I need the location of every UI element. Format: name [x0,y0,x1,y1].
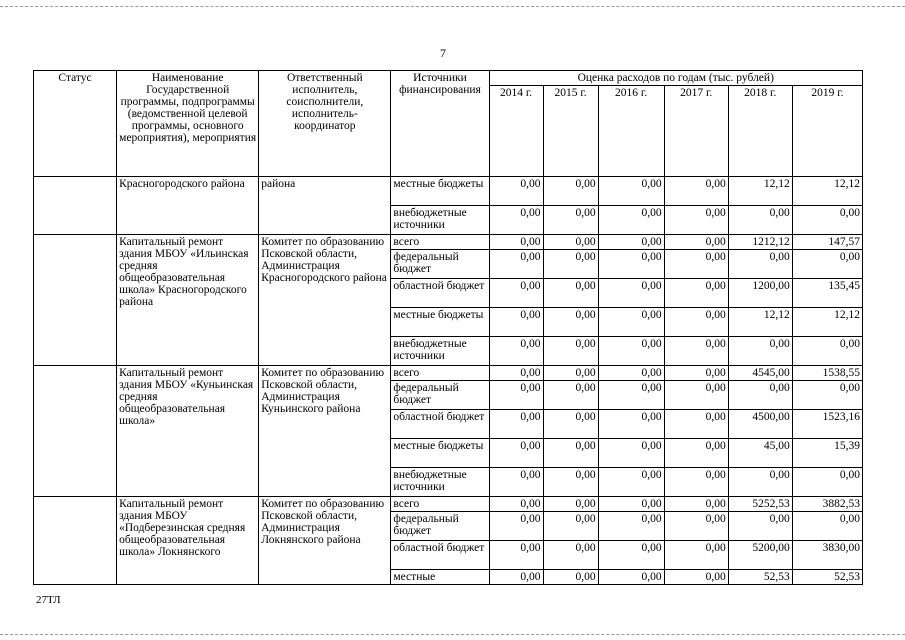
expense-value-cell: 0,00 [543,512,598,541]
expense-value-cell: 0,00 [664,337,728,366]
expense-value-cell: 0,00 [598,381,664,410]
program-name-cell: Капитальный ремонт здания МБОУ «Ильинская средняя общеобразовательная школа» Красногородского района [117,235,259,366]
expense-value-cell: 0,00 [489,308,543,337]
header-status: Статус [34,71,117,177]
expense-value-cell: 0,00 [598,439,664,468]
expense-value-cell: 0,00 [728,512,792,541]
expense-value-cell: 0,00 [543,439,598,468]
expense-value-cell: 0,00 [598,206,664,235]
expense-value-cell: 4545,00 [728,366,792,381]
expense-value-cell: 0,00 [792,381,862,410]
expense-value-cell: 0,00 [728,206,792,235]
expense-value-cell: 5252,53 [728,497,792,512]
expense-value-cell: 135,45 [792,279,862,308]
expense-value-cell: 0,00 [489,541,543,570]
responsible-cell: района [259,177,391,235]
expense-value-cell: 0,00 [489,177,543,206]
expense-value-cell: 0,00 [792,337,862,366]
expense-value-cell: 0,00 [728,337,792,366]
program-name-cell: Красногородского района [117,177,259,235]
expense-value-cell: 0,00 [543,381,598,410]
program-name-cell: Капитальный ремонт здания МБОУ «Куньинская средняя общеобразовательная школа» [117,366,259,497]
expense-value-cell: 0,00 [489,410,543,439]
expenses-table [33,70,863,585]
expense-value-cell: 0,00 [489,512,543,541]
expense-value-cell: 0,00 [664,410,728,439]
scan-edge-bottom [0,634,905,635]
expense-value-cell: 0,00 [598,279,664,308]
scan-edge-top [0,6,905,7]
financing-source-cell: внебюджетные источники [391,468,489,497]
expense-value-cell: 0,00 [598,468,664,497]
expense-value-cell: 0,00 [728,381,792,410]
expense-value-cell: 0,00 [543,206,598,235]
expense-value-cell: 5200,00 [728,541,792,570]
expense-value-cell: 0,00 [792,468,862,497]
header-responsible: Ответственный исполнитель, соисполнители, исполнитель-координатор [259,71,391,177]
expense-value-cell: 0,00 [489,250,543,279]
expense-value-cell: 3882,53 [792,497,862,512]
expense-value-cell: 0,00 [598,541,664,570]
expense-value-cell: 0,00 [598,512,664,541]
expense-value-cell: 0,00 [598,410,664,439]
expense-value-cell: 45,00 [728,439,792,468]
expense-value-cell: 1212,12 [728,235,792,250]
expense-value-cell: 0,00 [543,177,598,206]
expense-value-cell: 0,00 [664,279,728,308]
financing-source-cell: областной бюджет [391,279,489,308]
expense-value-cell: 0,00 [489,497,543,512]
footer-code: 27ТЛ [36,594,61,606]
status-cell [34,177,117,235]
financing-source-cell: областной бюджет [391,541,489,570]
financing-source-cell: всего [391,235,489,250]
header-year: 2018 г. [728,86,792,177]
expense-value-cell: 0,00 [543,468,598,497]
expense-value-cell: 0,00 [543,410,598,439]
expense-value-cell: 147,57 [792,235,862,250]
expense-value-cell: 0,00 [543,308,598,337]
expense-value-cell: 0,00 [664,250,728,279]
header-year: 2015 г. [543,86,598,177]
page-number: 7 [440,46,446,60]
status-cell [34,366,117,497]
header-year: 2014 г. [489,86,543,177]
expense-value-cell: 0,00 [543,570,598,585]
expense-value-cell: 0,00 [598,337,664,366]
expense-value-cell: 0,00 [489,381,543,410]
expense-value-cell: 0,00 [489,206,543,235]
responsible-cell: Комитет по образованию Псковской области, Администрация Красногородского района [259,235,391,366]
expense-value-cell: 0,00 [664,235,728,250]
expense-value-cell: 3830,00 [792,541,862,570]
financing-source-cell: федеральный бюджет [391,250,489,279]
expense-value-cell: 0,00 [543,250,598,279]
header-program-name: Наименование Государственной программы, подпрограммы (ведомственной целевой программы, основного мероприятия), мероприятия [117,71,259,177]
program-name-cell: Капитальный ремонт здания МБОУ «Подберезинская средняя общеобразовательная школа» Локнянского [117,497,259,585]
table-row [34,177,863,206]
expense-value-cell: 0,00 [728,468,792,497]
expense-value-cell: 0,00 [792,250,862,279]
expense-value-cell: 0,00 [543,337,598,366]
responsible-cell: Комитет по образованию Псковской области, Администрация Локнянского района [259,497,391,585]
expense-value-cell: 0,00 [664,512,728,541]
expense-value-cell: 0,00 [489,468,543,497]
header-year: 2019 г. [792,86,862,177]
header-year: 2016 г. [598,86,664,177]
expense-value-cell: 0,00 [664,381,728,410]
expense-value-cell: 1523,16 [792,410,862,439]
expense-value-cell: 0,00 [598,497,664,512]
expense-value-cell: 4500,00 [728,410,792,439]
header-year: 2017 г. [664,86,728,177]
expense-value-cell: 0,00 [543,541,598,570]
header-expenses: Оценка расходов по годам (тыс. рублей) [489,71,863,86]
financing-source-cell: внебюджетные источники [391,206,489,235]
expense-value-cell: 12,12 [792,177,862,206]
expense-value-cell: 12,12 [728,308,792,337]
expense-value-cell: 0,00 [543,279,598,308]
header-financing-source: Источники финансирования [391,71,489,177]
expense-value-cell: 52,53 [792,570,862,585]
expense-value-cell: 0,00 [598,308,664,337]
table-row [34,366,863,381]
expense-value-cell: 0,00 [489,235,543,250]
expense-value-cell: 1538,55 [792,366,862,381]
expense-value-cell: 0,00 [543,235,598,250]
expense-value-cell: 0,00 [598,235,664,250]
expense-value-cell: 12,12 [792,308,862,337]
table-row [34,235,863,250]
expense-value-cell: 0,00 [598,250,664,279]
financing-source-cell: всего [391,366,489,381]
expense-value-cell: 0,00 [792,512,862,541]
expense-value-cell: 15,39 [792,439,862,468]
expense-value-cell: 0,00 [664,468,728,497]
expense-value-cell: 1200,00 [728,279,792,308]
expense-value-cell: 0,00 [664,497,728,512]
financing-source-cell: областной бюджет [391,410,489,439]
expense-value-cell: 52,53 [728,570,792,585]
expense-value-cell: 0,00 [792,206,862,235]
expense-value-cell: 0,00 [664,206,728,235]
expense-value-cell: 0,00 [598,177,664,206]
expense-value-cell: 0,00 [489,279,543,308]
financing-source-cell: местные бюджеты [391,439,489,468]
expense-value-cell: 0,00 [664,570,728,585]
expense-value-cell: 0,00 [489,337,543,366]
responsible-cell: Комитет по образованию Псковской области, Администрация Куньинского района [259,366,391,497]
expense-value-cell: 0,00 [489,570,543,585]
expense-value-cell: 0,00 [664,541,728,570]
status-cell [34,497,117,585]
expense-value-cell: 0,00 [598,570,664,585]
expense-value-cell: 0,00 [543,366,598,381]
header-row [34,71,863,86]
status-cell [34,235,117,366]
financing-source-cell: федеральный бюджет [391,381,489,410]
expense-value-cell: 0,00 [664,308,728,337]
expense-value-cell: 12,12 [728,177,792,206]
expense-value-cell: 0,00 [543,497,598,512]
expense-value-cell: 0,00 [728,250,792,279]
financing-source-cell: местные бюджеты [391,177,489,206]
expense-value-cell: 0,00 [664,439,728,468]
expense-value-cell: 0,00 [664,177,728,206]
financing-source-cell: внебюджетные источники [391,337,489,366]
financing-source-cell: федеральный бюджет [391,512,489,541]
expense-value-cell: 0,00 [664,366,728,381]
table-row [34,497,863,512]
expense-value-cell: 0,00 [489,439,543,468]
financing-source-cell: местные бюджеты [391,308,489,337]
financing-source-cell: местные [391,570,489,585]
expense-value-cell: 0,00 [489,366,543,381]
financing-source-cell: всего [391,497,489,512]
expense-value-cell: 0,00 [598,366,664,381]
